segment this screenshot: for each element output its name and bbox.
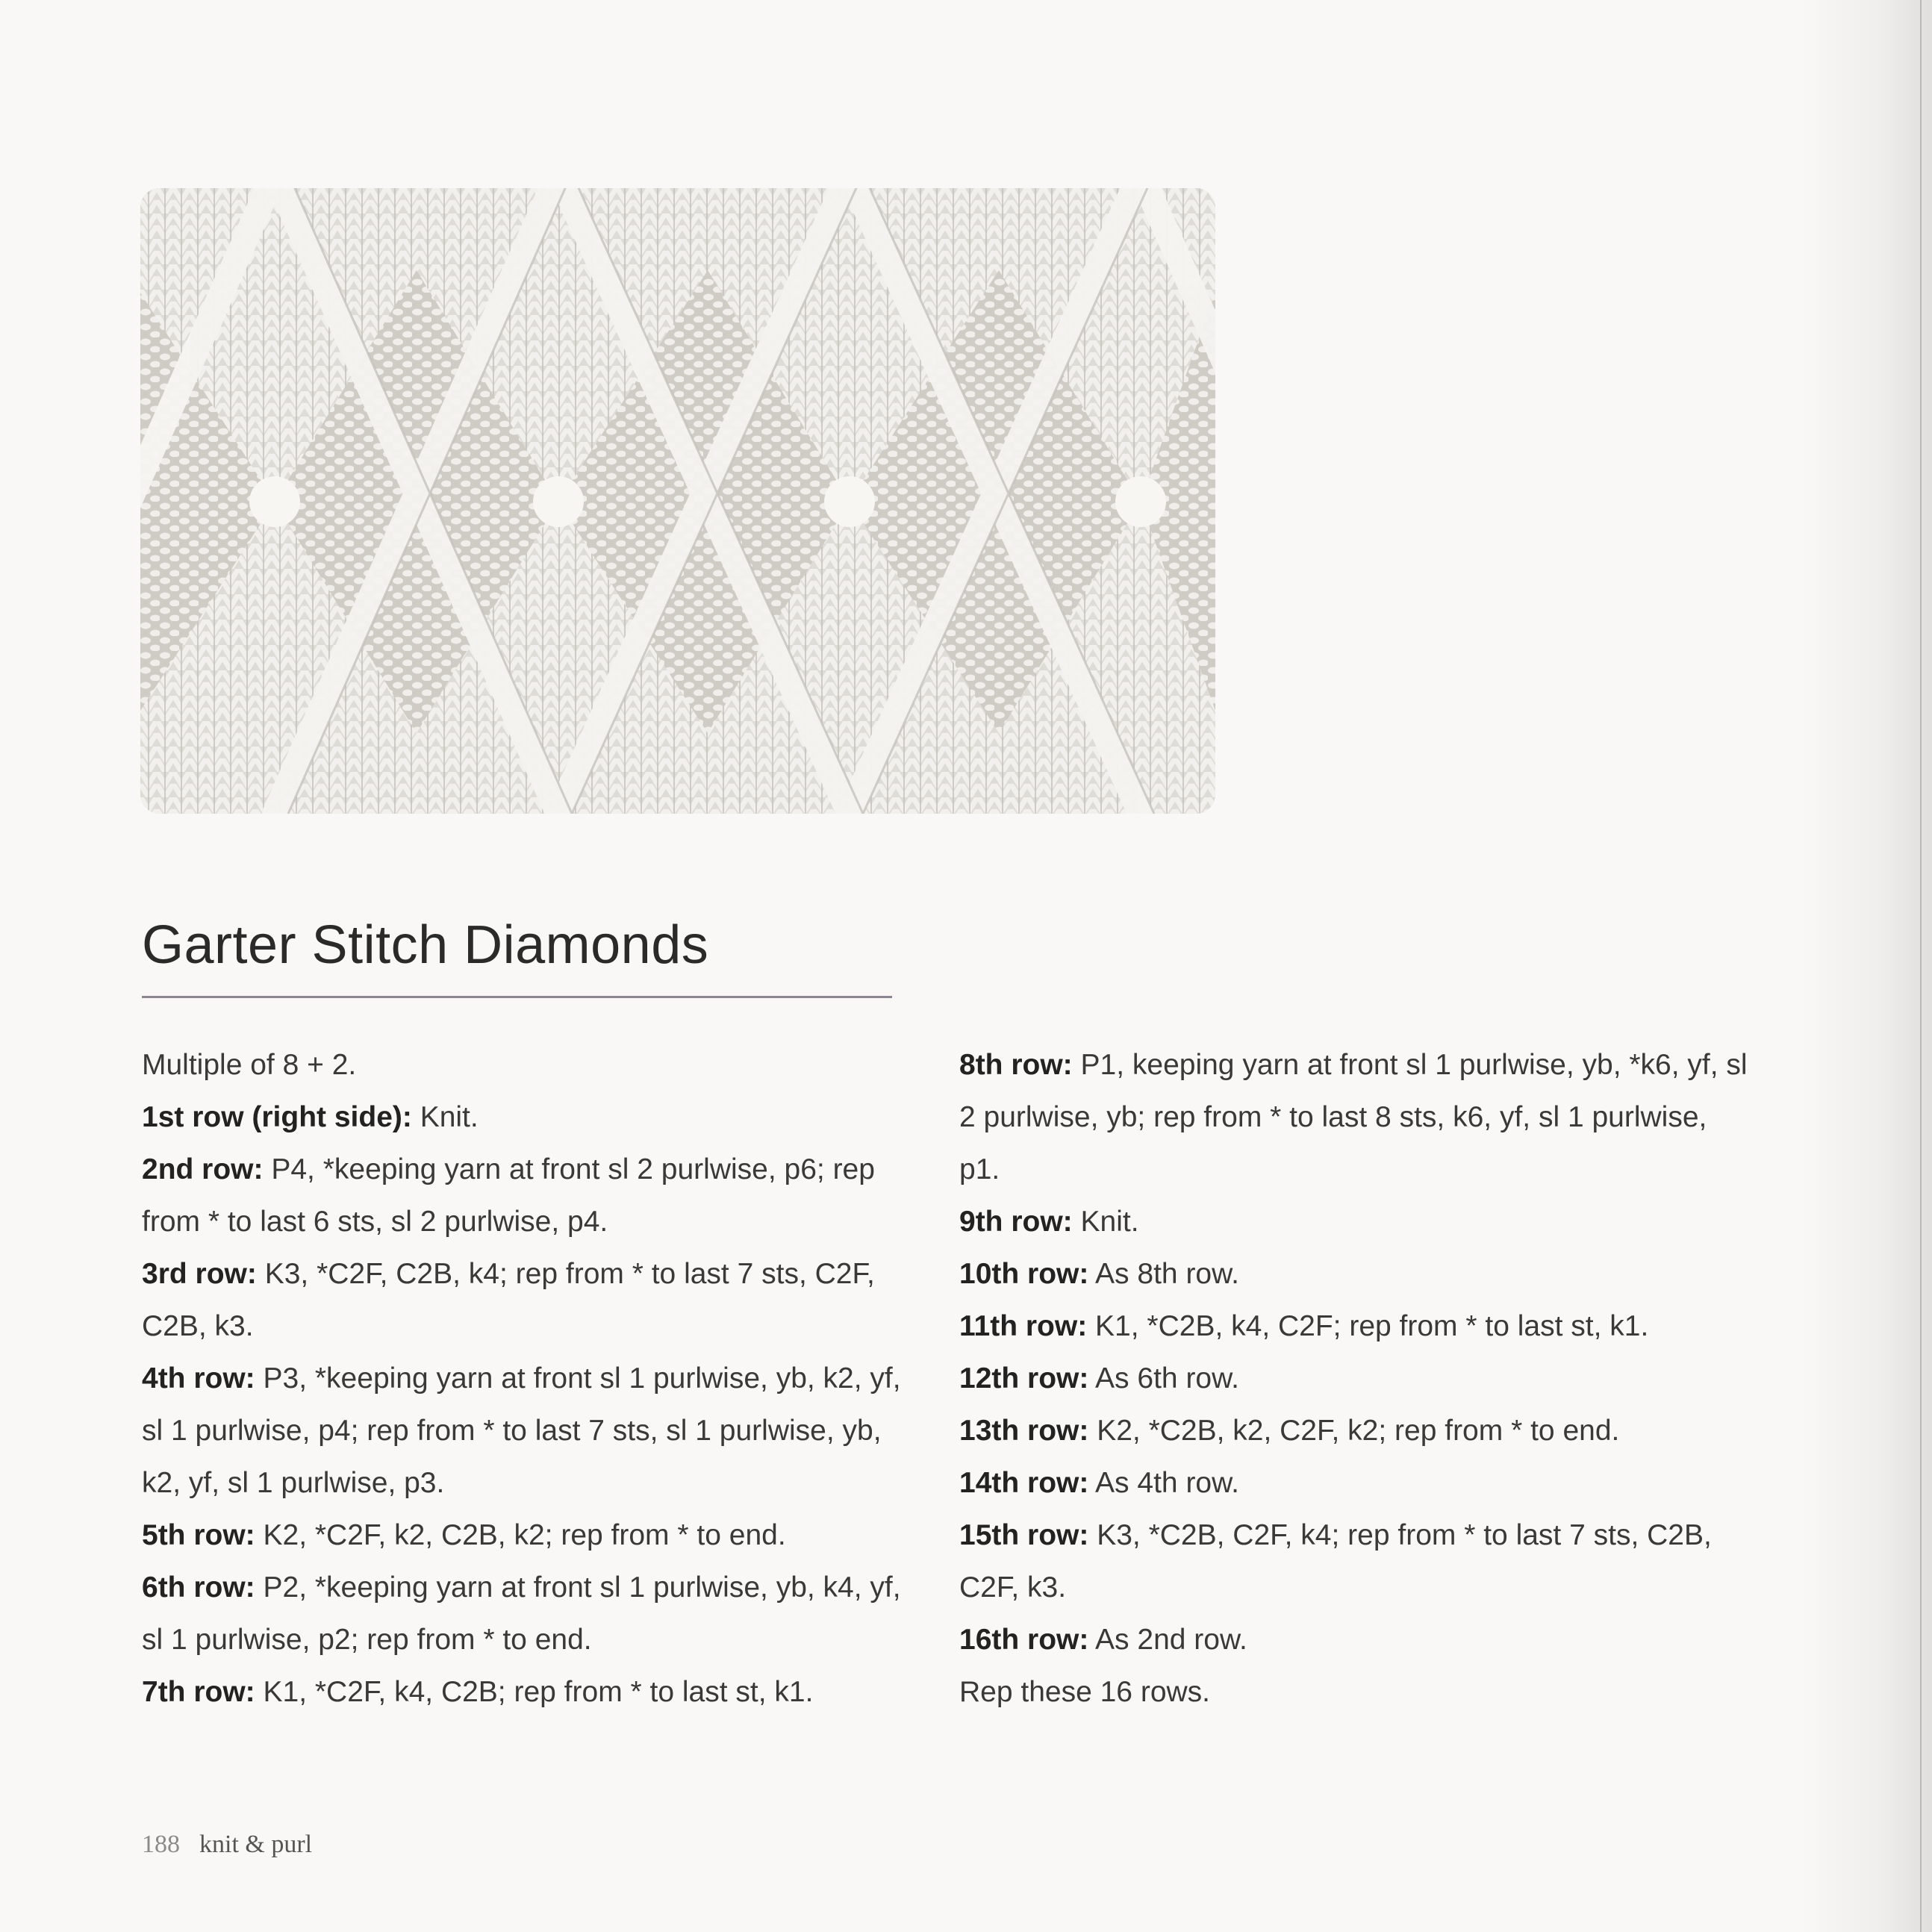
row-label: 1st row (right side):	[142, 1101, 412, 1133]
row-2	[142, 1144, 911, 1248]
row-text: K3, *C2B, C2F, k4; rep from * to last 7 sts, C2B, C2F, k3.	[959, 1519, 1712, 1604]
row-label: 6th row:	[142, 1571, 255, 1604]
row-text: K2, *C2B, k2, C2F, k2; rep from * to end.	[1088, 1415, 1620, 1447]
row-15	[959, 1509, 1751, 1614]
row-14	[959, 1457, 1751, 1509]
row-10	[959, 1248, 1751, 1300]
row-text: As 6th row.	[1088, 1362, 1239, 1395]
row-1	[142, 1091, 911, 1144]
row-text: K1, *C2B, k4, C2F; rep from * to last st, k1.	[1087, 1310, 1649, 1342]
pattern-closing: Rep these 16 rows.	[959, 1676, 1211, 1708]
row-text: K3, *C2F, C2B, k4; rep from * to last 7 sts, C2F, C2B, k3.	[142, 1258, 875, 1342]
instructions-column-left	[142, 1039, 911, 1718]
knit-swatch-illustration	[140, 188, 1215, 814]
row-label: 15th row:	[959, 1519, 1089, 1551]
row-12	[959, 1353, 1751, 1405]
row-7	[142, 1666, 911, 1718]
row-label: 8th row:	[959, 1049, 1073, 1081]
row-label: 3rd row:	[142, 1258, 257, 1290]
row-label: 12th row:	[959, 1362, 1089, 1395]
row-text: As 2nd row.	[1088, 1624, 1247, 1656]
row-4	[142, 1353, 911, 1509]
row-5	[142, 1509, 911, 1562]
row-text: P2, *keeping yarn at front sl 1 purlwise, yb, k4, yf, sl 1 purlwise, p2; rep from * to end.	[142, 1571, 901, 1656]
row-text: K2, *C2F, k2, C2B, k2; rep from * to end.	[255, 1519, 786, 1551]
row-text: P4, *keeping yarn at front sl 2 purlwise, p6; rep from * to last 6 sts, sl 2 purlwise, p4.	[142, 1153, 875, 1238]
row-label: 7th row:	[142, 1676, 255, 1708]
title-divider	[142, 996, 892, 998]
row-text: Knit.	[1072, 1206, 1139, 1238]
row-label: 13th row:	[959, 1415, 1089, 1447]
row-11	[959, 1300, 1751, 1353]
pattern-multiple: Multiple of 8 + 2.	[142, 1049, 357, 1081]
knit-swatch-photo	[140, 188, 1215, 814]
row-label: 10th row:	[959, 1258, 1089, 1290]
row-label: 11th row:	[959, 1310, 1088, 1342]
instructions-column-right	[959, 1039, 1751, 1718]
row-text: Knit.	[411, 1101, 479, 1133]
row-label: 9th row:	[959, 1206, 1073, 1238]
page-edge-shadow	[1798, 0, 1932, 1932]
row-13	[959, 1405, 1751, 1457]
page-number: 188	[142, 1830, 180, 1858]
row-text: P3, *keeping yarn at front sl 1 purlwise, yb, k2, yf, sl 1 purlwise, p4; rep from * to last 7 sts, sl 1 purlwise, yb, k2, yf, sl 1 purlwise, p3.	[142, 1362, 901, 1499]
row-9	[959, 1196, 1751, 1248]
row-8	[959, 1039, 1751, 1196]
page-footer	[142, 1830, 312, 1859]
pattern-title: Garter Stitch Diamonds	[142, 915, 709, 975]
book-title: knit & purl	[199, 1830, 313, 1858]
row-label: 5th row:	[142, 1519, 255, 1551]
row-label: 2nd row:	[142, 1153, 264, 1185]
row-text: As 4th row.	[1088, 1467, 1239, 1499]
row-text: As 8th row.	[1088, 1258, 1239, 1290]
row-text: P1, keeping yarn at front sl 1 purlwise, yb, *k6, yf, sl 2 purlwise, yb; rep from * to last 8 sts, k6, yf, sl 1 purlwise, p1.	[959, 1049, 1748, 1185]
row-3	[142, 1248, 911, 1353]
row-label: 4th row:	[142, 1362, 255, 1395]
row-label: 16th row:	[959, 1624, 1089, 1656]
row-16	[959, 1614, 1751, 1666]
row-label: 14th row:	[959, 1467, 1089, 1499]
page-edge-line	[1920, 0, 1922, 1932]
row-6	[142, 1562, 911, 1666]
row-text: K1, *C2F, k4, C2B; rep from * to last st, k1.	[255, 1676, 814, 1708]
